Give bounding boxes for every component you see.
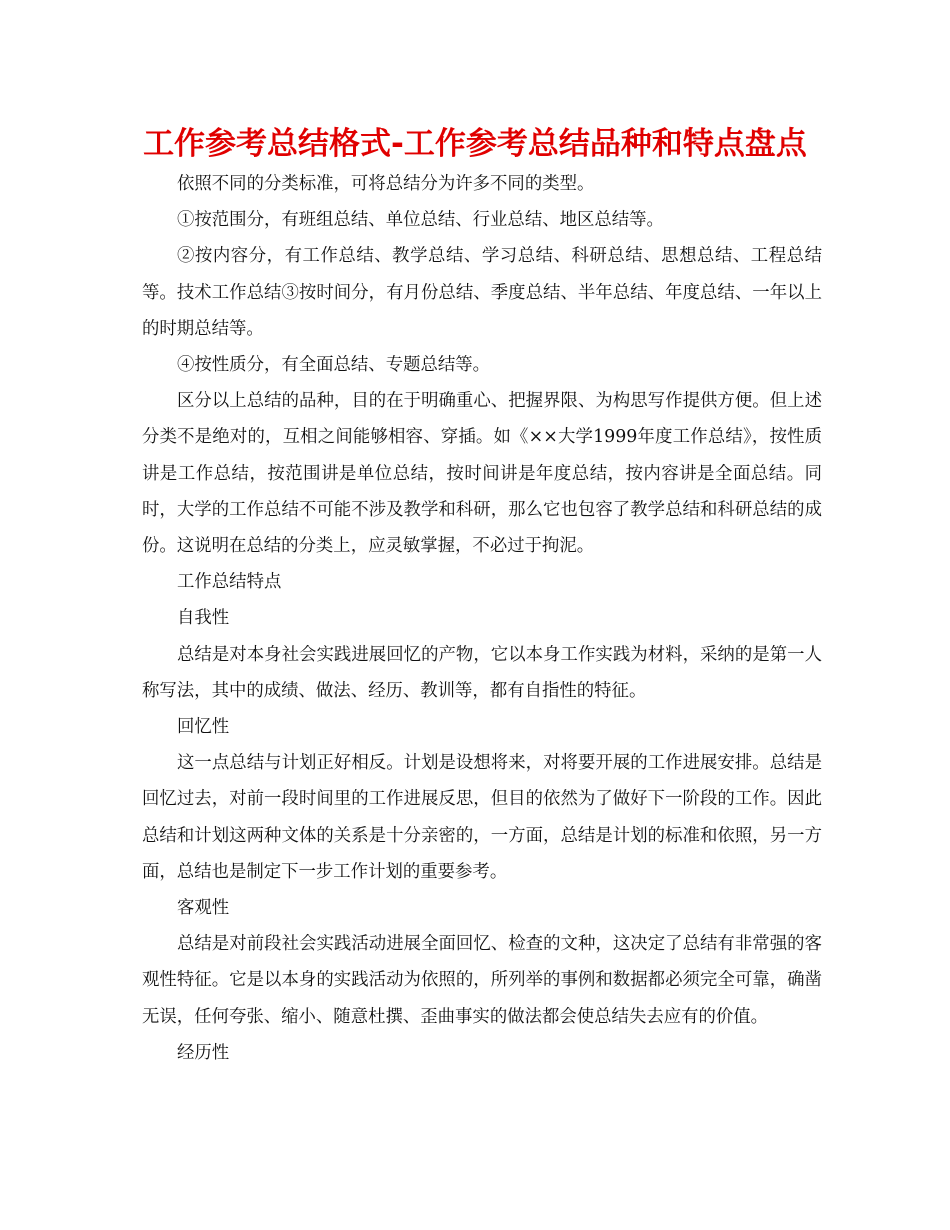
paragraph-intro: 依照不同的分类标准，可将总结分为许多不同的类型。	[177, 174, 595, 194]
subheading-retrospective: 回忆性	[177, 717, 230, 738]
subheading-objective: 客观性	[177, 898, 230, 919]
document-body	[142, 166, 822, 1071]
paragraph-retrospective: 这一点总结与计划正好相反。计划是设想将来，对将要开展的工作进展安排。总结是回忆过去，对前一段时间里的工作进展反思，但目的依然为了做好下一阶段的工作。因此总结和计划这两种文体的关系是十分亲密的，一方面，总结是计划的标准和依照，另一方面，总结也是制定下一步工作计划的重要参考。	[142, 753, 822, 882]
paragraph-self: 总结是对本身社会实践进展回忆的产物，它以本身工作实践为材料，采纳的是第一人称写法，其中的成绩、做法、经历、教训等，都有自指性的特征。	[142, 644, 822, 701]
subheading-self: 自我性	[177, 608, 230, 629]
subheading-experience: 经历性	[177, 1042, 230, 1063]
section-heading-features: 工作总结特点	[177, 572, 282, 593]
paragraph-by-scope: ①按范围分，有班组总结、单位总结、行业总结、地区总结等。	[177, 210, 664, 231]
paragraph-objective: 总结是对前段社会实践活动进展全面回忆、检查的文种，这决定了总结有非常强的客观性特征。它是以本身的实践活动为依照的，所列举的事例和数据都必须完全可靠，确凿无误，任何夸张、缩小、随意杜撰、歪曲事实的做法都会使总结失去应有的价值。	[142, 934, 822, 1027]
paragraph-by-content: ②按内容分，有工作总结、教学总结、学习总结、科研总结、思想总结、工程总结等。技术工作总结③按时间分，有月份总结、季度总结、半年总结、年度总结、一年以上的时期总结等。	[142, 246, 822, 339]
document-title: 工作参考总结格式-工作参考总结品种和特点盘点	[143, 126, 807, 162]
paragraph-classification-note: 区分以上总结的品种，目的在于明确重心、把握界限、为构思写作提供方便。但上述分类不是绝对的，互相之间能够相容、穿插。如《××大学1999年度工作总结》，按性质讲是工作总结，按范围讲是单位总结，按时间讲是年度总结，按内容讲是全面总结。同时，大学的工作总结不可能不涉及教学和科研，那么它也包容了教学总结和科研总结的成份。这说明在总结的分类上，应灵敏掌握，不必过于拘泥。	[142, 391, 822, 557]
paragraph-by-nature: ④按性质分，有全面总结、专题总结等。	[177, 355, 491, 376]
